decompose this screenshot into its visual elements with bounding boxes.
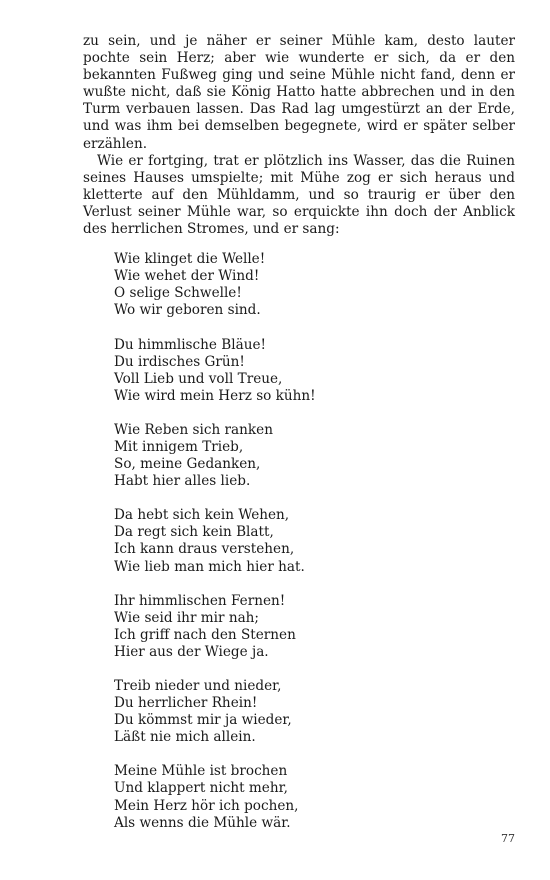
poem-stanza xyxy=(114,507,515,575)
poem-line: Wie wehet der Wind! xyxy=(114,268,260,285)
poem-line: Du himmlische Bläue! xyxy=(114,336,266,353)
page-number: 77 xyxy=(501,832,515,845)
poem-line: Voll Lieb und voll Treue, xyxy=(114,370,283,387)
poem-stanza xyxy=(114,337,515,405)
poem-line: Hier aus der Wiege ja. xyxy=(114,643,269,660)
poem-line: Als wenns die Mühle wär. xyxy=(114,814,291,831)
poem-line: Ich griff nach den Sternen xyxy=(114,626,296,643)
poem-line: Wie Reben sich ranken xyxy=(114,421,273,438)
poem-line: Und klappert nicht mehr, xyxy=(114,780,288,797)
poem-line: Da regt sich kein Blatt, xyxy=(114,524,274,541)
poem-line: Wie klinget die Welle! xyxy=(114,251,266,268)
page-body xyxy=(83,33,515,849)
poem-line: Mit innigem Trieb, xyxy=(114,438,244,455)
poem-stanza xyxy=(114,422,515,490)
prose-paragraph: Wie er fortging, trat er plötzlich ins Wasser, das die Ruinen seines Hauses umspielte; mit Mühe zog er sich heraus und kletterte auf den Mühldamm, und so traurig er über den Verlust seiner Mühle war, so erquickte ihn doch der Anblick des herrlichen Stromes, und er sang: xyxy=(83,152,515,238)
poem-stanza xyxy=(114,763,515,831)
poem-line: Meine Mühle ist brochen xyxy=(114,763,288,780)
poem-line: Wo wir geboren sind. xyxy=(114,302,261,319)
poem-line: O selige Schwelle! xyxy=(114,285,242,302)
poem-line: Da hebt sich kein Wehen, xyxy=(114,507,290,524)
poem-stanza xyxy=(114,251,515,319)
poem-line: Habt hier alles lieb. xyxy=(114,473,251,490)
poem-line: Du kömmst mir ja wieder, xyxy=(114,712,292,729)
poem-line: Läßt nie mich allein. xyxy=(114,729,256,746)
prose-paragraph: zu sein, und je näher er seiner Mühle kam, desto lauter pochte sein Herz; aber wie wunderte er sich, da er den bekannten Fußweg ging und seine Mühle nicht fand, denn er wußte nicht, daß sie König Hatto hatte abbrechen und in den Turm verbauen lassen. Das Rad lag umgestürzt an der Erde, und was ihm bei demselben begegnete, wird er später selber erzählen. xyxy=(83,33,515,152)
poem-stanza xyxy=(114,678,515,746)
poem-line: Du irdisches Grün! xyxy=(114,353,245,370)
poem xyxy=(114,251,515,832)
poem-line: Ich kann draus verstehen, xyxy=(114,541,295,558)
prose-section xyxy=(83,33,515,238)
poem-line: Du herrlicher Rhein! xyxy=(114,695,258,712)
poem-line: Wie lieb man mich hier hat. xyxy=(114,558,305,575)
poem-line: Ihr himmlischen Fernen! xyxy=(114,592,286,609)
poem-line: Mein Herz hör ich pochen, xyxy=(114,797,299,814)
poem-stanza xyxy=(114,593,515,661)
poem-line: Wie seid ihr mir nah; xyxy=(114,609,260,626)
poem-line: Wie wird mein Herz so kühn! xyxy=(114,387,316,404)
poem-line: Treib nieder und nieder, xyxy=(114,678,282,694)
poem-line: So, meine Gedanken, xyxy=(114,456,261,473)
